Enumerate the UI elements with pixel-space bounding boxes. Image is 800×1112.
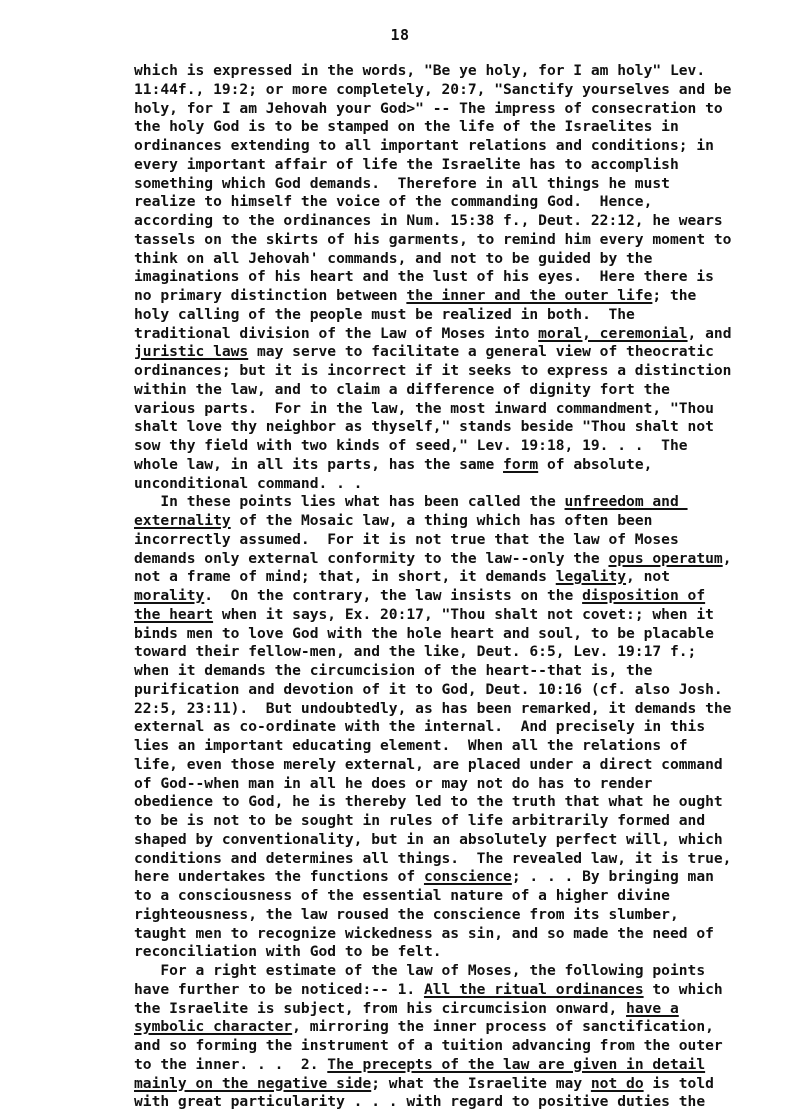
text-line (134, 362, 774, 381)
text-line (134, 568, 774, 587)
text-line (134, 193, 774, 212)
text-run: tassels on the skirts of his garments, to remind him every moment to (134, 230, 732, 248)
text-run: and so forming the instrument of a tuition advancing from the outer (134, 1037, 723, 1054)
text-run: realize to himself the voice of the commanding God. Hence, (134, 193, 653, 211)
text-run: ordinances; but it is incorrect if it seeks to express a distinction (134, 362, 732, 379)
underlined-phrase: The precepts of the law are given in detail (327, 1055, 706, 1073)
underlined-phrase: juristic laws (134, 343, 249, 361)
text-line (134, 550, 774, 569)
text-line (134, 418, 774, 437)
text-line (134, 118, 774, 137)
underlined-phrase: symbolic character (134, 1018, 293, 1036)
text-line (134, 850, 774, 869)
text-run: obedience to God, he is thereby led to the truth that what he ought (134, 793, 723, 811)
text-run: shalt love thy neighbor as thyself," stands beside "Thou shalt not (134, 418, 714, 436)
text-run: demands only external conformity to the law--only the (134, 549, 609, 567)
text-line (134, 625, 774, 644)
text-line (134, 1037, 774, 1056)
text-line (134, 700, 774, 719)
text-run: within the law, and to claim a difference of dignity fort the (134, 380, 670, 398)
text-run: righteousness, the law roused the conscience from its slumber, (134, 905, 679, 923)
text-run: external as co-ordinate with the internal. And precisely in this (134, 718, 706, 736)
text-run: reconciliation with God to be felt. (134, 943, 442, 961)
text-run: For a right estimate of the law of Moses, the following points (134, 962, 706, 979)
page-number: 18 (390, 26, 410, 44)
underlined-phrase: form (503, 455, 539, 473)
text-line (134, 400, 774, 419)
text-run: something which God demands. Therefore in all things he must (134, 174, 670, 192)
text-run: not a frame of mind; that, in short, it demands (134, 568, 556, 586)
text-run: , mirroring the inner process of sanctification, (292, 1018, 714, 1036)
text-run: is told (643, 1074, 714, 1092)
text-line (134, 156, 774, 175)
text-run: think on all Jehovah' commands, and not to be guided by the (134, 249, 653, 267)
text-line (134, 100, 774, 119)
text-line (134, 868, 774, 887)
underlined-phrase: mainly on the negative side (134, 1074, 372, 1092)
text-line (134, 343, 774, 362)
underlined-phrase: the inner and the outer life (406, 287, 653, 304)
text-run: imaginations of his heart and the lust of his eyes. Here there is (134, 268, 714, 286)
text-run: shaped by conventionality, but in an absolutely perfect will, which (134, 830, 723, 848)
text-line (134, 812, 774, 831)
text-line (134, 437, 774, 456)
text-line (134, 531, 774, 550)
underlined-phrase: moral, ceremonial (538, 324, 688, 342)
underlined-phrase: legality (555, 568, 627, 586)
text-run: the holy God is to be stamped on the life of the Israelites in (134, 118, 679, 136)
text-line (134, 681, 774, 700)
text-line (134, 212, 774, 231)
text-run: 22:5, 23:11). But undoubtedly, as has been remarked, it demands the (134, 699, 732, 717)
text-line (134, 737, 774, 756)
text-run: have further to be noticed:-- 1. (134, 980, 424, 998)
text-run: the Israelite is subject, from his circumcision onward, (134, 999, 627, 1017)
text-run: according to the ordinances in Num. 15:38 f., Deut. 22:12, he wears (134, 212, 723, 229)
text-run: when it says, Ex. 20:17, "Thou shalt not covet:; when it (213, 605, 714, 623)
text-line (134, 287, 774, 306)
text-line (134, 981, 774, 1000)
text-line (134, 81, 774, 100)
text-run: of God--when man in all he does or may not do has to render (134, 774, 653, 792)
text-line (134, 962, 774, 981)
text-run: ; . . . By bringing man (511, 868, 714, 886)
text-line (134, 906, 774, 925)
text-line (134, 62, 774, 81)
text-line (134, 1000, 774, 1019)
text-line (134, 793, 774, 812)
text-line (134, 606, 774, 625)
underlined-phrase: All the ritual ordinances (423, 980, 644, 998)
text-line (134, 175, 774, 194)
text-run: taught men to recognize wickedness as sin, and so made the need of (134, 924, 714, 942)
text-run: various parts. For in the law, the most inward commandment, "Thou (134, 399, 714, 417)
text-run: to be is not to be sought in rules of life arbitrarily formed and (134, 812, 706, 829)
text-line (134, 512, 774, 531)
text-line (134, 587, 774, 606)
text-run: , (722, 549, 732, 567)
text-run: no primary distinction between (134, 287, 407, 304)
text-run: holy, for I am Jehovah your God>" -- The impress of consecration to (134, 99, 723, 117)
text-line (134, 381, 774, 400)
text-run: ordinances extending to all important relations and conditions; in (134, 137, 714, 154)
text-run: to which (643, 980, 723, 998)
body-text (134, 62, 774, 1112)
text-line (134, 250, 774, 269)
text-run: of the Mosaic law, a thing which has often been (230, 512, 653, 529)
underlined-phrase: conscience (423, 868, 512, 886)
text-line (134, 1075, 774, 1094)
text-line (134, 887, 774, 906)
text-run: may serve to facilitate a general view of theocratic (248, 343, 714, 361)
text-line (134, 1093, 774, 1112)
text-run: life, even those merely external, are placed under a direct command (134, 755, 723, 773)
text-run: ; the (652, 287, 697, 304)
text-line (134, 493, 774, 512)
text-run: incorrectly assumed. For it is not true that the law of Moses (134, 530, 679, 548)
text-run: holy calling of the people must be realized in both. The (134, 305, 635, 323)
text-run: , not (626, 568, 670, 586)
underlined-phrase: opus operatum (608, 549, 723, 567)
text-run: to a consciousness of the essential nature of a higher divine (134, 887, 670, 904)
text-run: sow thy field with two kinds of seed," Lev. 19:18, 19. . . The (134, 437, 688, 454)
text-run: every important affair of life the Israelite has to accomplish (134, 155, 679, 173)
text-run: traditional division of the Law of Moses into (134, 324, 539, 342)
text-run: conditions and determines all things. The revealed law, it is true, (134, 849, 732, 867)
text-line (134, 325, 774, 344)
underlined-phrase: unfreedom and (564, 493, 688, 511)
text-run: of absolute, (538, 455, 653, 473)
text-line (134, 756, 774, 775)
text-run: In these points lies what has been called the (134, 493, 565, 511)
text-line (134, 718, 774, 737)
text-line (134, 1018, 774, 1037)
text-run: 11:44f., 19:2; or more completely, 20:7, "Sanctify yourselves and be (134, 80, 732, 98)
text-line (134, 231, 774, 250)
text-line (134, 925, 774, 944)
text-run: to the inner. . . 2. (134, 1055, 328, 1073)
text-run: unconditional command. . . (134, 474, 363, 492)
text-run: here undertakes the functions of (134, 868, 424, 886)
text-line (134, 775, 774, 794)
underlined-phrase: disposition of (582, 587, 706, 604)
underlined-phrase: not do (590, 1074, 644, 1092)
text-line (134, 1056, 774, 1075)
text-line (134, 475, 774, 494)
underlined-phrase: the heart (134, 605, 214, 623)
text-line (134, 268, 774, 287)
text-line (134, 943, 774, 962)
text-run: which is expressed in the words, "Be ye holy, for I am holy" Lev. (134, 62, 706, 79)
text-run: binds men to love God with the hole heart and soul, to be placable (134, 624, 714, 642)
text-run: purification and devotion of it to God, Deut. 10:16 (cf. also Josh. (134, 680, 723, 698)
text-run: whole law, in all its parts, has the same (134, 455, 504, 473)
text-line (134, 662, 774, 681)
text-run: . On the contrary, the law insists on the (204, 587, 583, 604)
text-line (134, 831, 774, 850)
text-line (134, 306, 774, 325)
underlined-phrase: morality (134, 587, 205, 604)
text-run: , and (687, 324, 732, 342)
text-run: when it demands the circumcision of the heart--that is, the (134, 662, 653, 679)
text-line (134, 137, 774, 156)
text-line (134, 643, 774, 662)
text-run: lies an important educating element. When all the relations of (134, 737, 688, 754)
underlined-phrase: have a (626, 999, 679, 1017)
underlined-phrase: externality (134, 512, 231, 529)
text-run: with great particularity . . . with regard to positive duties the (134, 1093, 706, 1111)
text-line (134, 456, 774, 475)
text-run: toward their fellow-men, and the like, Deut. 6:5, Lev. 19:17 f.; (134, 643, 697, 661)
text-run: ; what the Israelite may (371, 1074, 591, 1092)
